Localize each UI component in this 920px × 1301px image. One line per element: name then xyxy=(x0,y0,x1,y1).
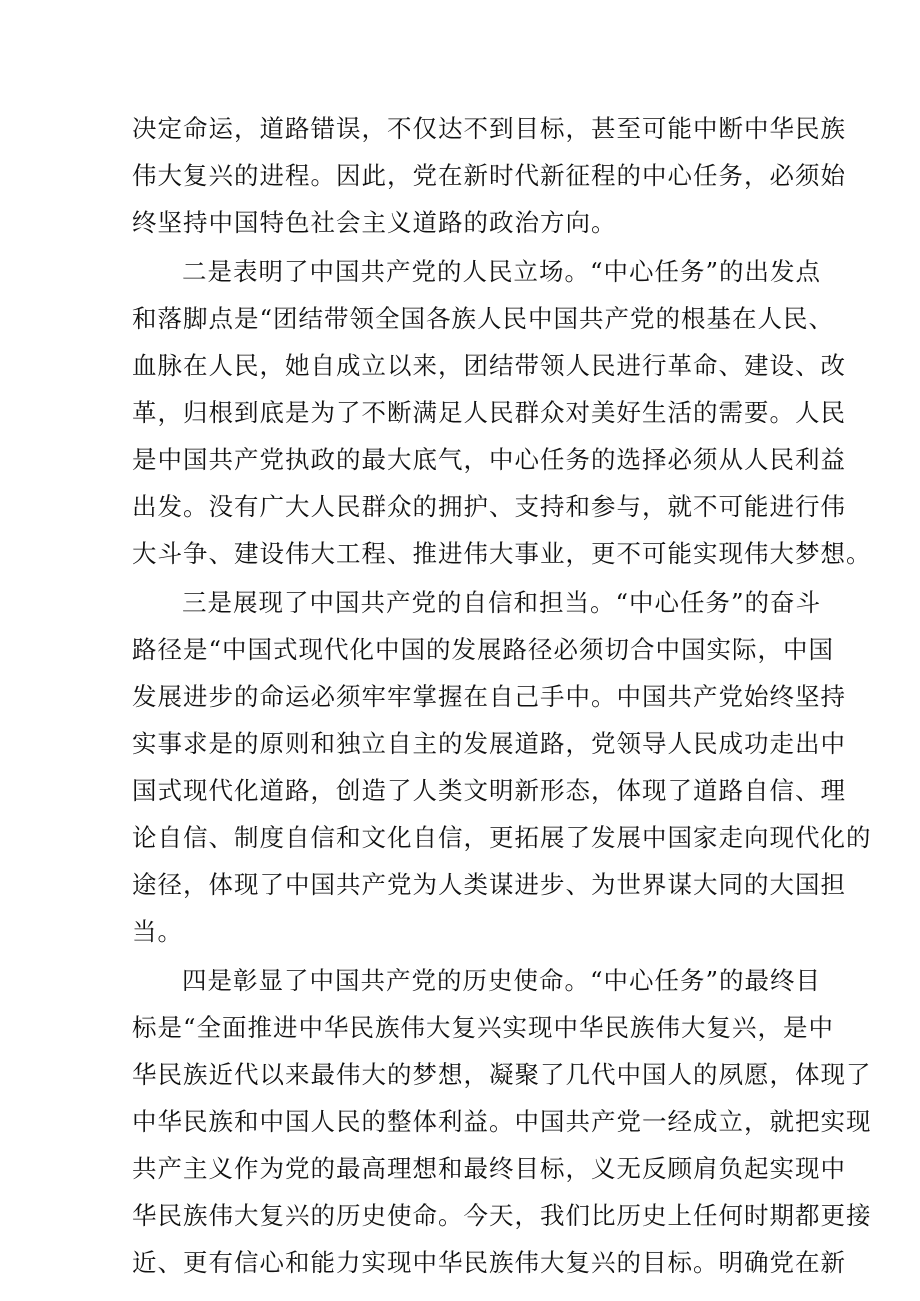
paragraph-start-line: 四是彰显了中国共产党的历史使命。“中心任务”的最终目 xyxy=(182,966,822,995)
text-line: 血脉在人民，她自成立以来，团结带领人民进行革命、建设、改 xyxy=(132,351,846,380)
paragraph-start-line: 三是展现了中国共产党的自信和担当。“中心任务”的奋斗 xyxy=(182,588,822,617)
text-line: 中华民族和中国人民的整体利益。中国共产党一经成立，就把实现 xyxy=(132,1107,872,1136)
text-line: 出发。没有广大人民群众的拥护、支持和参与，就不可能进行伟 xyxy=(132,492,846,521)
text-line: 是中国共产党执政的最大底气，中心任务的选择必须从人民利益 xyxy=(132,445,846,474)
text-line: 标是“全面推进中华民族伟大复兴实现中华民族伟大复兴，是中 xyxy=(132,1013,835,1042)
text-line: 途径，体现了中国共产党为人类谋进步、为世界谋大同的大国担 xyxy=(132,870,846,899)
text-line: 华民族伟大复兴的历史使命。今天，我们比历史上任何时期都更接 xyxy=(132,1201,872,1230)
text-line: 论自信、制度自信和文化自信，更拓展了发展中国家走向现代化的 xyxy=(132,823,872,852)
text-line: 路径是“中国式现代化中国的发展路径必须切合中国实际，中国 xyxy=(132,635,835,664)
text-line: 实事求是的原则和独立自主的发展道路，党领导人民成功走出中 xyxy=(132,729,846,758)
text-line: 伟大复兴的进程。因此，党在新时代新征程的中心任务，必须始 xyxy=(132,161,846,190)
text-line: 终坚持中国特色社会主义道路的政治方向。 xyxy=(132,208,617,237)
text-line: 大斗争、建设伟大工程、推进伟大事业，更不可能实现伟大梦想。 xyxy=(132,539,872,568)
text-line: 和落脚点是“团结带领全国各族人民中国共产党的根基在人民、 xyxy=(132,304,835,333)
text-line: 发展进步的命运必须牢牢掌握在自己手中。中国共产党始终坚持 xyxy=(132,682,846,711)
text-line: 国式现代化道路，创造了人类文明新形态，体现了道路自信、理 xyxy=(132,776,846,805)
text-line: 革，归根到底是为了不断满足人民群众对美好生活的需要。人民 xyxy=(132,398,846,427)
text-line: 共产主义作为党的最高理想和最终目标，义无反顾肩负起实现中 xyxy=(132,1154,846,1183)
text-line: 华民族近代以来最伟大的梦想，凝聚了几代中国人的夙愿，体现了 xyxy=(132,1060,872,1089)
text-line: 当。 xyxy=(132,917,183,946)
paragraph-start-line: 二是表明了中国共产党的人民立场。“中心任务”的出发点 xyxy=(182,257,822,286)
text-line: 近、更有信心和能力实现中华民族伟大复兴的目标。明确党在新 xyxy=(132,1248,846,1277)
text-line: 决定命运，道路错误，不仅达不到目标，甚至可能中断中华民族 xyxy=(132,114,846,143)
